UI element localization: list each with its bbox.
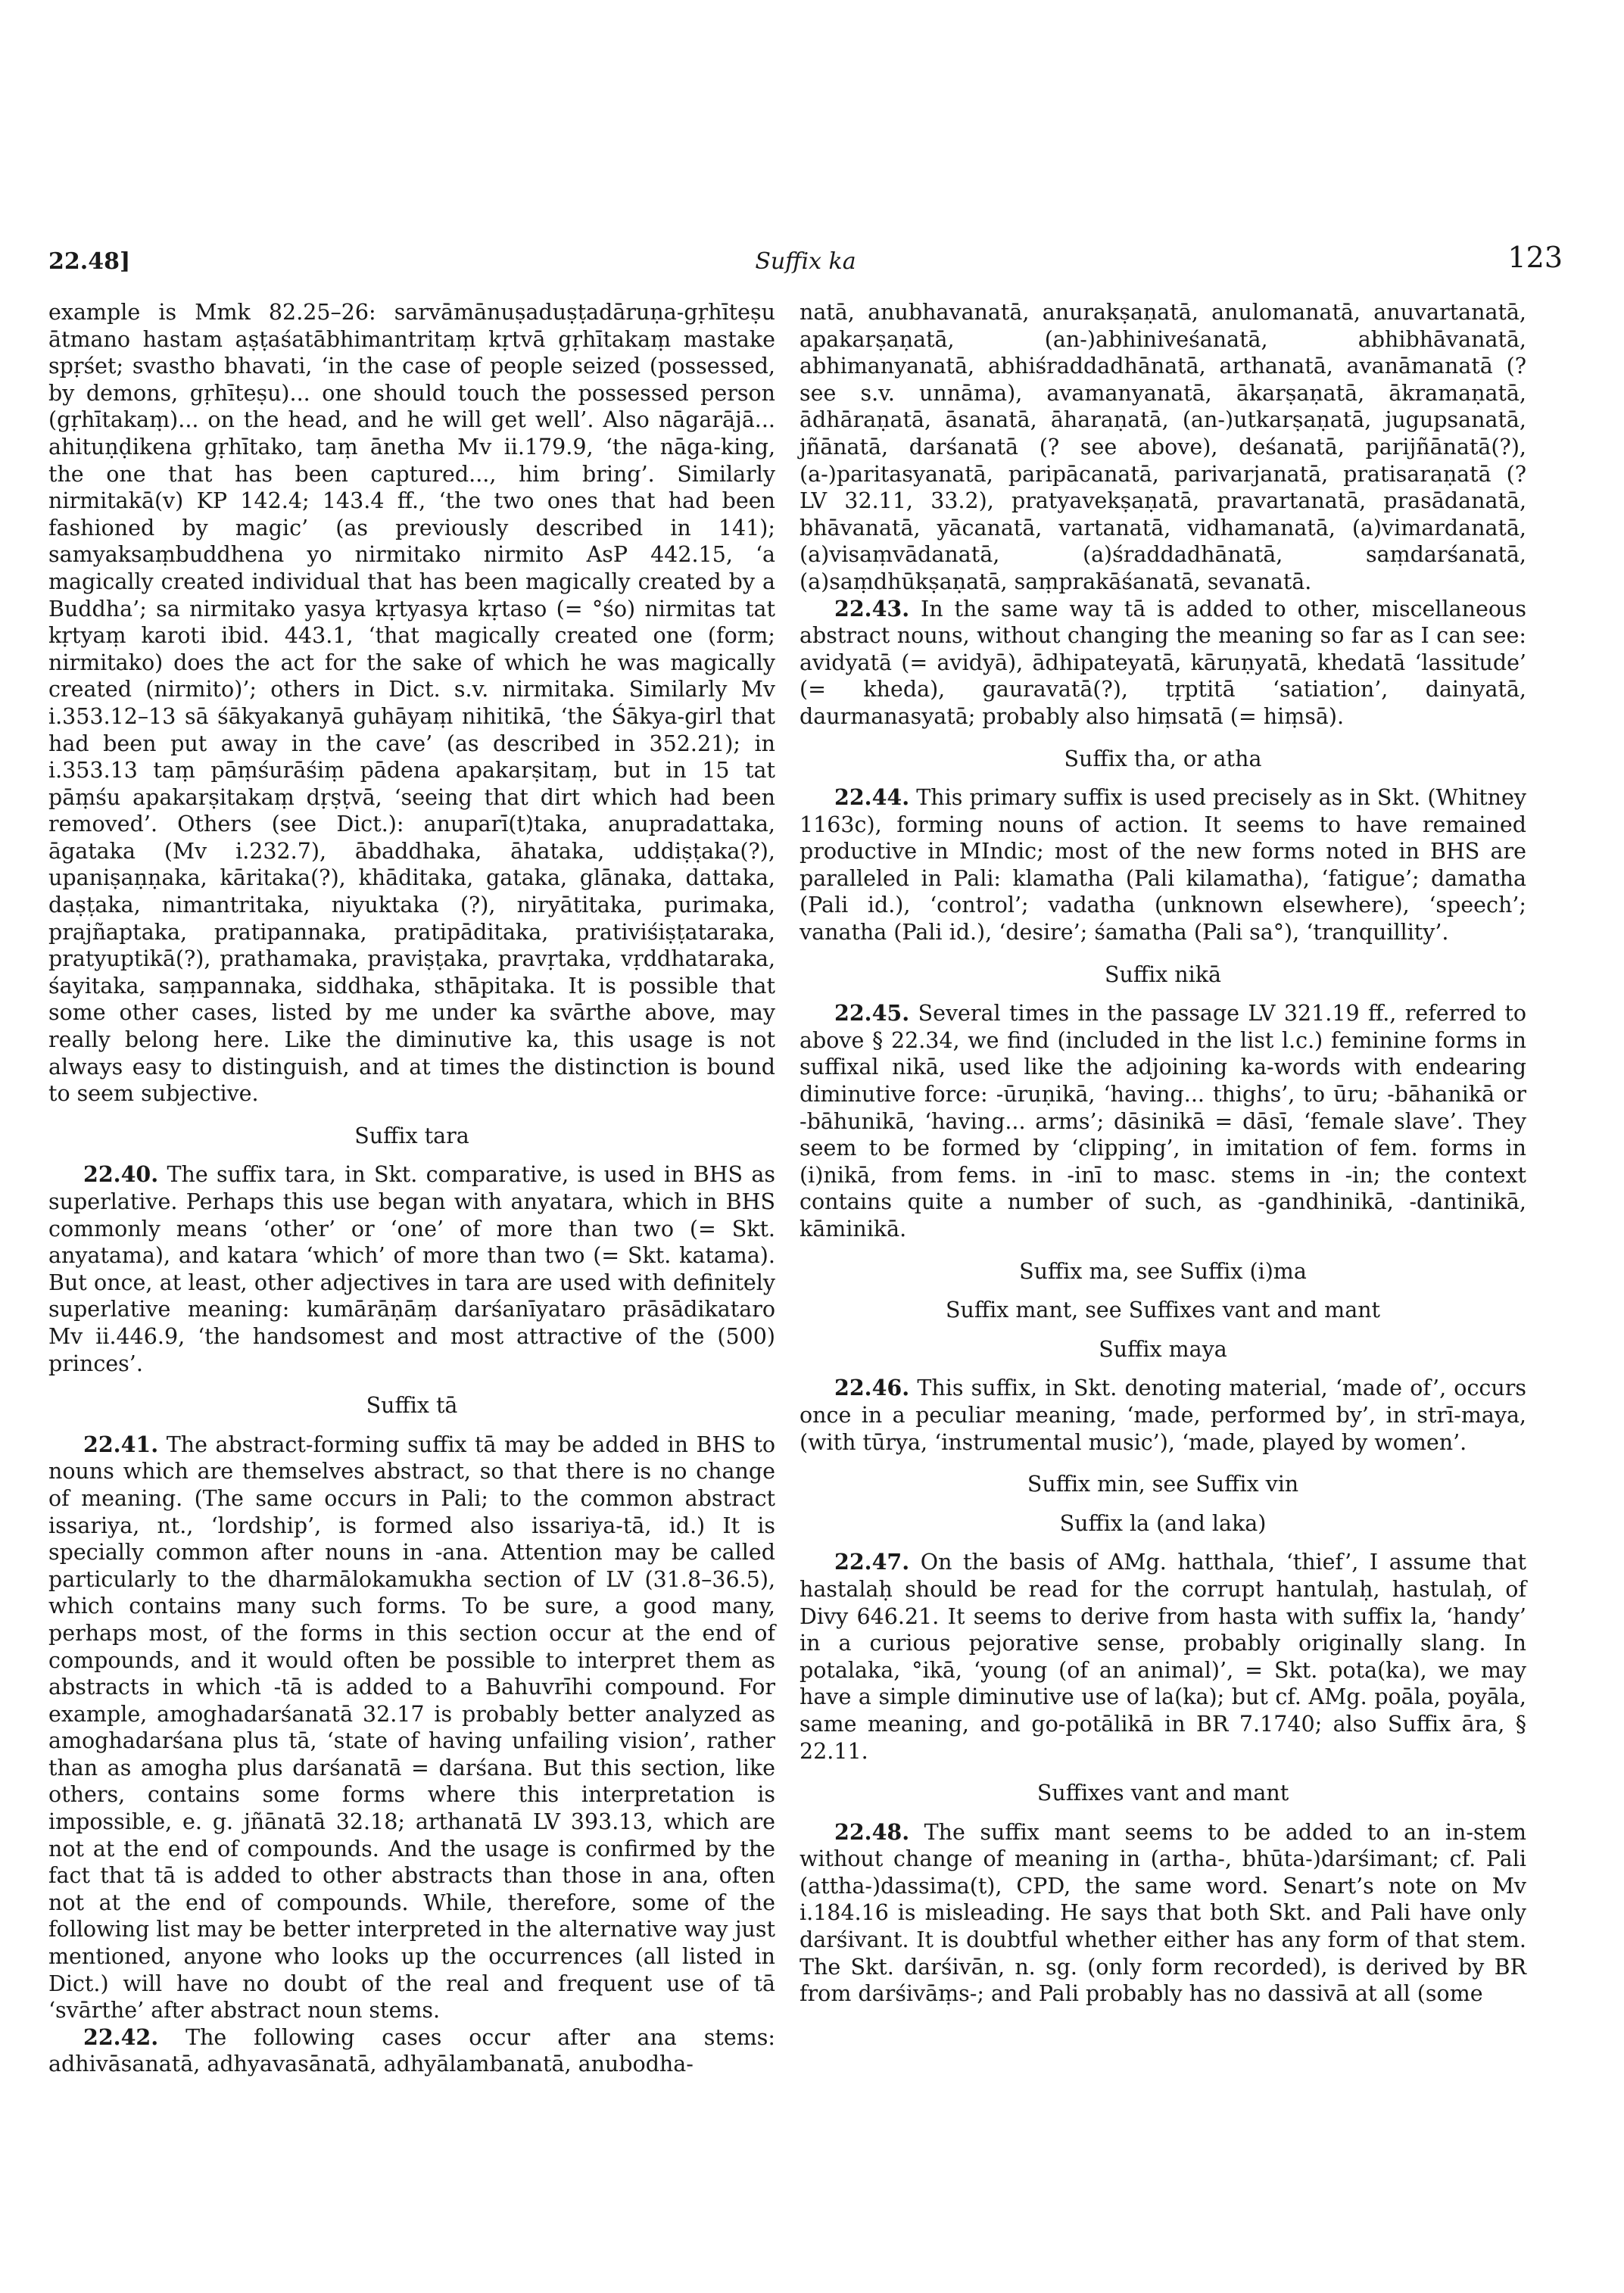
- paragraph-text: On the basis of AMg. hatthala, ‘thief’, I assume that hastalaḥ should be read for the corrupt hantulaḥ, hastulaḥ, of Divy 646.21. It seems to derive from hasta with suffix la, ‘handy’ in a curious pejorative sense, probably originally slang. In potalaka, °ikā, ‘young (of an animal)’, = Skt. pota(ka), we may have a simple diminutive use of la(ka); but cf. AMg. poāla, poyāla, same meaning, and go-potālikā in BR 7.1740; also Suffix āra, § 22.11.: [800, 1550, 1527, 1764]
- paragraph: [48, 1161, 775, 1377]
- paragraph: [800, 784, 1526, 946]
- paragraph: [800, 1000, 1526, 1242]
- section-reference: 22.48]: [48, 248, 131, 275]
- page-header: [48, 241, 1563, 286]
- paragraph-text: In the same way tā is added to other, miscellaneous abstract nouns, without changing the meaning so far as I can see: avidyatā (= avidyā), ādhipateyatā, kāruṇyatā, khedatā ‘lassitude’ (= kheda), gauravatā(?), tṛptitā ‘satiation’, dainyatā, daurmanasyatā; probably also hiṃsatā (= hiṃsā).: [800, 596, 1526, 729]
- section-heading: Suffix tara: [354, 1123, 469, 1148]
- paragraph: [48, 1432, 775, 2024]
- section-number: 22.41.: [83, 1431, 159, 1457]
- section-number: 22.40.: [83, 1161, 159, 1188]
- paragraph: [800, 596, 1526, 731]
- section-number: 22.46.: [834, 1375, 910, 1401]
- section-heading: Suffix ma, see Suffix (i)ma: [1019, 1258, 1307, 1284]
- section-heading: Suffix min, see Suffix vin: [1027, 1472, 1299, 1497]
- paragraph-text: This primary suffix is used precisely as in Skt. (Whitney 1163c), forming nouns of action. It seems to have remained productive in MIndic; most of the new forms noted in BHS are paralleled in Pali: klamatha (Pali kilamatha), ‘fatigue’; damatha (Pali id.), ‘control’; vadatha (unknown elsewhere), ‘speech’; vanatha (Pali id.), ‘desire’; śamatha (Pali sa°), ‘tranquillity’.: [800, 785, 1526, 946]
- paragraph-text: The suffix tara, in Skt. comparative, is used in BHS as superlative. Perhaps this use began with anyatara, which in BHS commonly means ‘other’ or ‘one’ of more than two (= Skt. anyatama), and katara ‘which’ of more than two (= Skt. katama). But once, at least, other adjectives in tara are used with definitely superlative meaning: kumārāṇāṃ darśanīyataro prāsādikataro Mv ii.446.9, ‘the handsomest and most attractive of the (500) princes’.: [48, 1162, 776, 1376]
- paragraph-text: The abstract-forming suffix tā may be added in BHS to nouns which are themselves abstract, so that there is no change of meaning. (The same occurs in Pali; to the common abstract issariya, nt., ‘lordship’, is formed also issariya-tā, id.) It is specially common after nouns in -ana. Attention may be called particularly to the dharmālokamukha section of LV (31.8–36.5), which contains many such forms. To be sure, a good many, perhaps most, of the forms in this section occur at the end of compounds, and it would often be possible to interpret them as abstracts in which -tā is added to a Bahuvrīhi compound. For example, amoghadarśanatā 32.17 is probably better analyzed as amoghadarśana plus tā, ‘state of having unfailing vision’, rather than as amogha plus darśanatā = darśana. But this section, like others, contains some forms where this interpretation is impossible, e. g. jñānatā 32.18; arthanatā LV 393.13, which are not at the end of compounds. And the usage is confirmed by the fact that tā is added to other abstracts than those in ana, often not at the end of compounds. While, therefore, some of the following list may be better interpreted in the alternative way just mentioned, anyone who looks up the occurrences (all listed in Dict.) will have no doubt of the real and frequent use of tā ‘svārthe’ after abstract noun stems.: [48, 1432, 775, 2024]
- section-heading: Suffix la (and laka): [1059, 1510, 1267, 1536]
- section-number: 22.48.: [834, 1818, 910, 1845]
- paragraph: [800, 1819, 1526, 2008]
- section-number: 22.45.: [834, 1000, 910, 1027]
- paragraph-text: natā, anubhavanatā, anurakṣaṇatā, anulomanatā, anuvartanatā, apakarṣaṇatā, (an-)abhiniveśanatā, abhibhāvanatā, abhimanyanatā, abhiśraddadhānatā, arthanatā, avanāmanatā (? see s.v. unnāma), avamanyanatā, ākarṣaṇatā, ākramaṇatā, ādhāraṇatā, āsanatā, āharaṇatā, (an-)utkarṣaṇatā, jugupsanatā, jñānatā, darśanatā (? see above), deśanatā, parijñānatā(?), (a-)paritasyanatā, paripācanatā, parivarjanatā, pratisaraṇatā (? LV 32.11, 33.2), pratyavekṣaṇatā, pravartanatā, prasādanatā, bhāvanatā, yācanatā, vartanatā, vidhamanatā, (a)vimardanatā, (a)visaṃvādanatā, (a)śraddadhānatā, saṃdarśanatā, (a)saṃdhūkṣaṇatā, saṃprakāśanatā, sevanatā.: [800, 300, 1526, 594]
- paragraph: [800, 1375, 1526, 1456]
- paragraph-text: Several times in the passage LV 321.19 ff., referred to above § 22.34, we find (included in the list l.c.) feminine forms in suffixal nikā, used like the adjoining ka-words with endearing diminutive force: -ūruṇikā, ‘having... thighs’, to ūru; -bāhanikā or -bāhunikā, ‘having... arms’; dāsinikā = dāsī, ‘female slave’. They seem to be formed by ‘clipping’, in imitation of fem. forms in (i)nikā, from fems. in -inī to masc. stems in -in; the context contains quite a number of such, as -gandhinikā, -dantinikā, kāminikā.: [800, 1001, 1526, 1242]
- section-heading: Suffix nikā: [1104, 961, 1222, 987]
- right-column: [800, 299, 1526, 2008]
- section-number: 22.43.: [834, 595, 910, 622]
- paragraph: [48, 299, 775, 1108]
- section-heading: Suffix maya: [1099, 1336, 1227, 1362]
- section-number: 22.47.: [834, 1549, 910, 1575]
- section-number: 22.42.: [83, 2024, 159, 2050]
- paragraph: [800, 299, 1526, 596]
- left-column: [48, 299, 775, 2078]
- section-heading: Suffix mant, see Suffixes vant and mant: [945, 1298, 1381, 1323]
- paragraph: [48, 2024, 775, 2078]
- running-title: Suffix ka: [755, 248, 856, 275]
- section-heading: Suffixes vant and mant: [1036, 1781, 1289, 1806]
- section-heading: Suffix tha, or atha: [1064, 746, 1262, 771]
- paragraph-text: The following cases occur after ana stems: adhivāsanatā, adhyavasānatā, adhyālambanatā, anubodha-: [48, 2024, 775, 2077]
- paragraph-text: The suffix mant seems to be added to an in-stem without change of meaning in (artha-, bhūta-)darśimant; cf. Pali (attha-)dassima(t), CPD, the same word. Senart’s note on Mv i.184.16 is misleading. He says that both Skt. and Pali have only darśivant. It is doubtful whether either has any form of that stem. The Skt. darśivān, n. sg. (only form recorded), is derived by BR from darśivāṃs-; and Pali probably has no dassivā at all (some: [800, 1819, 1526, 2007]
- paragraph: [800, 1549, 1526, 1765]
- page-number: 123: [1507, 241, 1563, 274]
- paragraph-text: This suffix, in Skt. denoting material, ‘made of’, occurs once in a peculiar meaning, ‘made, performed by’, in strī-maya, (with tūrya, ‘instrumental music’), ‘made, played by women’.: [800, 1375, 1526, 1455]
- section-number: 22.44.: [834, 784, 910, 811]
- paragraph-text: example is Mmk 82.25–26: sarvāmānuṣaduṣṭadāruṇa-gṛhīteṣu ātmano hastam aṣṭaśatābhimantritaṃ kṛtvā gṛhītakaṃ mastake spṛśet; svastho bhavati, ‘in the case of people seized (possessed, by demons, gṛhīteṣu)... one should touch the possessed person (gṛhītakaṃ)... on the head, and he will get well’. Also nāgarājā... ahituṇḍikena gṛhītako, taṃ ānetha Mv ii.179.9, ‘the nāga-king, the one that has been captured..., him bring’. Similarly nirmitakā(v) KP 142.4; 143.4 ff., ‘the two ones that had been fashioned by magic’ (as previously described in 141); samyaksaṃbuddhena yo nirmitako nirmito AsP 442.15, ‘a magically created individual that has been magically created by a Buddha’; sa nirmitako yasya kṛtyasya kṛtaso (= °śo) nirmitas tat kṛtyaṃ karoti ibid. 443.1, ‘that magically created one (form; nirmitako) does the act for the sake of which he was magically created (nirmito)’; others in Dict. s.v. nirmitaka. Similarly Mv i.353.12–13 sā śākyakanyā guhāyaṃ nihitikā, ‘the Śākya-girl that had been put away in the cave’ (as described in 352.21); in i.353.13 taṃ pāṃśurāśiṃ pādena apakarṣitaṃ, but in 15 tat pāṃśu apakarṣitakaṃ dṛṣṭvā, ‘seeing that dirt which had been removed’. Others (see Dict.): anuparī(t)taka, anupradattaka, āgataka (Mv i.232.7), ābaddhaka, āhataka, uddiṣṭaka(?), upaniṣaṇṇaka, kāritaka(?), khāditaka, gataka, glānaka, dattaka, daṣṭaka, nimantritaka, niyuktaka (?), niryātitaka, purimaka, prajñaptaka, pratipannaka, pratipāditaka, prativiśiṣṭataraka, pratyuptikā(?), prathamaka, praviṣṭaka, pravṛtaka, vṛddhataraka, śayitaka, saṃpannaka, siddhaka, sthāpitaka. It is possible that some other cases, listed by me under ka svārthe above, may really belong here. Like the diminutive ka, this usage is not always easy to distinguish, and at times the distinction is bound to seem subjective.: [48, 300, 775, 1107]
- section-heading: Suffix tā: [366, 1393, 458, 1419]
